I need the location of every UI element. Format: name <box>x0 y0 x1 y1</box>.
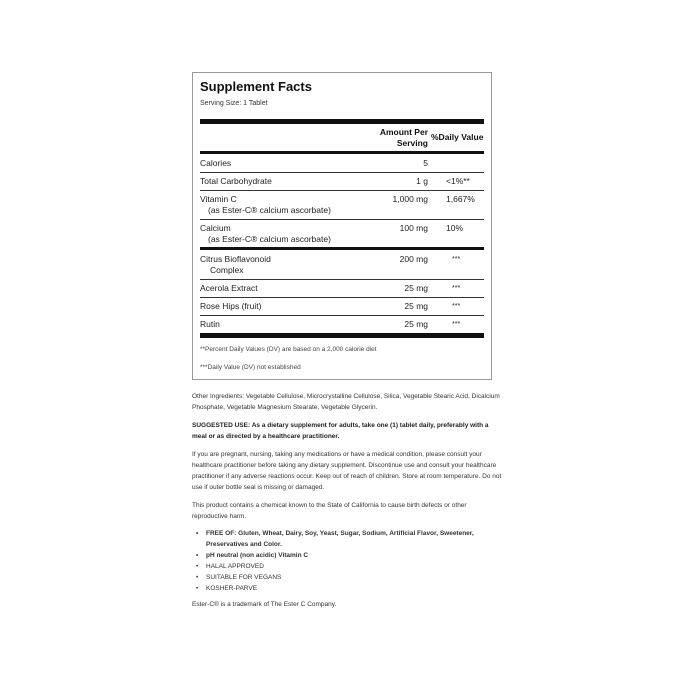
thick-divider-top <box>200 119 484 124</box>
nutrient-name: Vitamin C <box>200 194 237 204</box>
feature-item: • KOSHER-PARVE <box>196 585 258 592</box>
nutrient-dv: <1%** <box>446 176 470 186</box>
nutrient-amount: 1,000 mg <box>392 194 428 204</box>
bullet-icon: • <box>196 563 199 570</box>
nutrient-dv: *** <box>452 285 461 292</box>
other-ingredients-text: Other Ingredients: Vegetable Cellulose, Microcrystalline Cellulose, Silica, Vegetable Stearic Acid, Dicalcium Phosphate, Vegetable Magnesium Stearate, Vegetable Glycerin. <box>192 393 500 411</box>
trademark-note <box>192 599 502 610</box>
nutrient-amount: 25 mg <box>404 301 428 311</box>
prop65-warning <box>192 500 502 522</box>
bullet-icon: • <box>196 552 199 559</box>
nutrient-source: (as Ester-C® calcium ascorbate) <box>208 234 331 244</box>
nutrient-amount: 25 mg <box>404 319 428 329</box>
facts-title: Supplement Facts <box>200 79 312 94</box>
serving-size: Serving Size: 1 Tablet <box>200 100 268 107</box>
row-divider <box>200 315 484 316</box>
suggested-use <box>192 420 502 442</box>
bullet-icon: • <box>196 585 199 592</box>
prop65-text: This product contains a chemical known to the State of California to cause birth defects or other reproductive harm. <box>192 502 467 520</box>
row-divider <box>200 219 484 220</box>
row-divider <box>200 279 484 280</box>
nutrient-name: Rose Hips (fruit) <box>200 301 262 311</box>
nutrient-name: Citrus Bioflavonoid <box>200 254 271 264</box>
bullet-icon: • <box>196 574 199 581</box>
thick-divider-mid <box>200 247 484 250</box>
nutrient-name: Rutin <box>200 319 220 329</box>
nutrient-dv: 10% <box>446 223 464 233</box>
header-daily-value: %Daily Value <box>431 132 484 142</box>
nutrient-amount: 5 <box>423 158 428 168</box>
suggested-use-text: SUGGESTED USE: As a dietary supplement for adults, take one (1) tablet daily, preferably with a meal or as directed by a healthcare practitioner. <box>192 422 489 440</box>
feature-item: • FREE OF: Gluten, Wheat, Dairy, Soy, Yeast, Sugar, Sodium, Artificial Flavor, Sweetener, Preservatives and Color. <box>196 530 474 548</box>
nutrient-dv: 1,667% <box>446 194 475 204</box>
supplement-facts-panel <box>192 72 492 380</box>
nutrient-name-cont: Complex <box>210 265 244 275</box>
thick-divider-header <box>200 151 484 154</box>
feature-item: • SUITABLE FOR VEGANS <box>196 574 282 581</box>
row-divider <box>200 172 484 173</box>
nutrient-amount: 100 mg <box>399 223 428 233</box>
nutrient-amount: 1 g <box>416 176 428 186</box>
nutrient-dv: *** <box>452 256 461 263</box>
nutrient-source: (as Ester-C® calcium ascorbate) <box>208 205 331 215</box>
row-divider <box>200 297 484 298</box>
warning-text: If you are pregnant, nursing, taking any medications or have a medical condition, please consult your healthcare practitioner before taking any dietary supplement. Discontinue use and consult your healthcare practitioner if any adverse reactions occur. Keep out of reach of children. Store at room temperature. Do not use if outer bottle seal is missing or damaged. <box>192 451 502 491</box>
nutrient-amount: 25 mg <box>404 283 428 293</box>
feature-item: • HALAL APPROVED <box>196 563 264 570</box>
footnote-percent-dv: **Percent Daily Values (DV) are based on a 2,000 calorie diet <box>200 346 377 353</box>
thick-divider-bottom <box>200 333 484 338</box>
footnote-dv-not-established: ***Daily Value (DV) not established <box>200 364 301 371</box>
warning <box>192 449 502 493</box>
nutrient-name: Total Carbohydrate <box>200 176 272 186</box>
nutrient-amount: 200 mg <box>399 254 428 264</box>
trademark-text: Ester-C® is a trademark of The Ester C Company. <box>192 601 337 608</box>
row-divider <box>200 190 484 191</box>
feature-list <box>192 528 492 594</box>
bullet-icon: • <box>196 530 199 537</box>
feature-item: • pH neutral (non acidic) Vitamin C <box>196 552 309 559</box>
other-ingredients <box>192 391 502 413</box>
nutrient-name: Acerola Extract <box>200 283 258 293</box>
nutrient-name: Calcium <box>200 223 231 233</box>
nutrient-dv: *** <box>452 303 461 310</box>
header-amount-per-serving: Amount Per Serving <box>379 127 428 148</box>
nutrient-dv: *** <box>452 321 461 328</box>
nutrient-name: Calories <box>200 158 232 168</box>
